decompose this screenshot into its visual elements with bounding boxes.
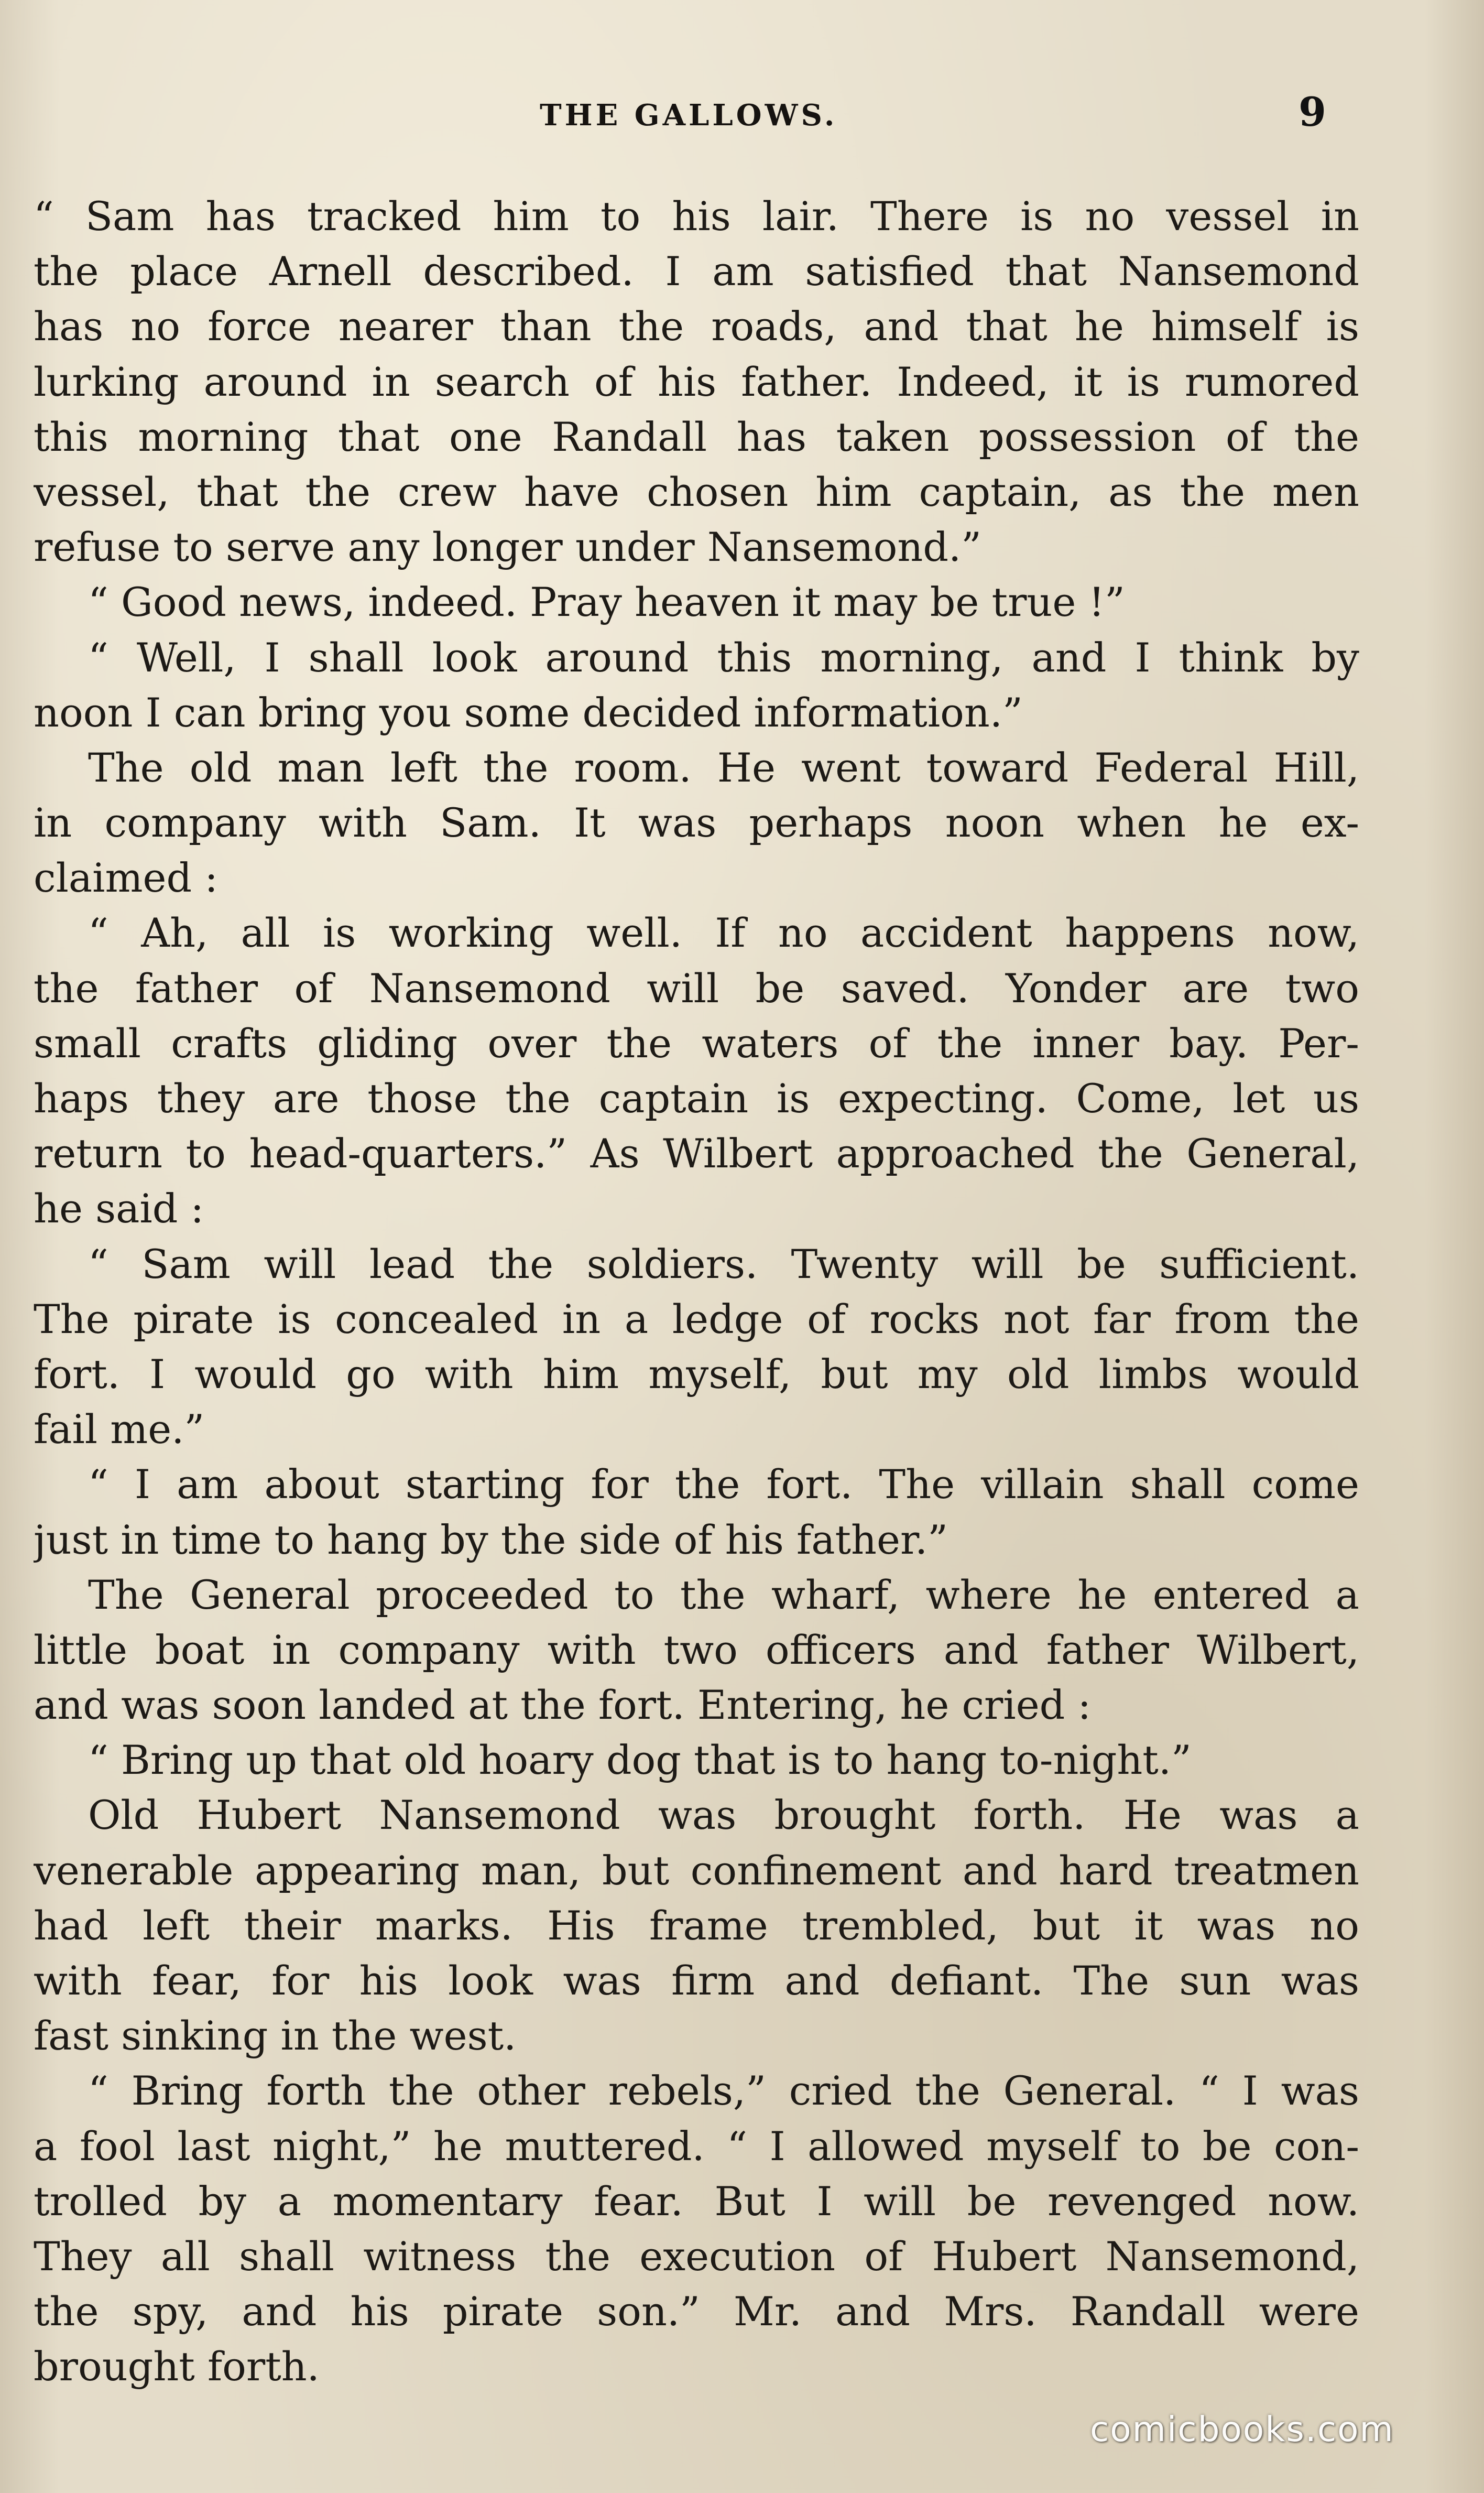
running-head: [0, 89, 1484, 142]
text-line: this morning that one Randall has taken possession of the: [34, 413, 1359, 460]
text-line: just in time to hang by the side of his father.”: [34, 1516, 948, 1563]
text-line: haps they are those the captain is expecting. Come, let us: [34, 1075, 1359, 1122]
text-line: “ Bring forth the other rebels,” cried the General. “ I was: [88, 2067, 1359, 2115]
text-line: “ Ah, all is working well. If no accident happens now,: [88, 909, 1359, 957]
body-text: [34, 189, 1359, 2394]
text-line: venerable appearing man, but confinement and hard treatmen: [34, 1847, 1359, 1894]
text-line: “ Sam has tracked him to his lair. There is no vessel in: [34, 193, 1359, 240]
text-line: They all shall witness the execution of Hubert Nansemond,: [34, 2232, 1359, 2280]
text-line: return to head-quarters.” As Wilbert approached the General,: [34, 1130, 1359, 1177]
text-line: brought forth.: [34, 2343, 320, 2390]
text-line: fail me.”: [34, 1406, 205, 1453]
text-line: noon I can bring you some decided information.”: [34, 689, 1023, 736]
text-line: “ Well, I shall look around this morning, and I think by: [88, 634, 1359, 681]
text-line: The General proceeded to the wharf, where he entered a: [88, 1571, 1359, 1618]
text-line: had left their marks. His frame trembled, but it was no: [34, 1902, 1359, 1949]
text-line: fast sinking in the west.: [34, 2012, 517, 2060]
text-line: trolled by a momentary fear. But I will be revenged now.: [34, 2177, 1359, 2225]
text-line: fort. I would go with him myself, but my old limbs would: [34, 1350, 1359, 1397]
text-line: a fool last night,” he muttered. “ I allowed myself to be con-: [34, 2122, 1359, 2170]
text-line: with fear, for his look was firm and defiant. The sun was: [34, 1957, 1359, 2004]
text-line: he said :: [34, 1185, 204, 1232]
text-line: the spy, and his pirate son.” Mr. and Mrs. Randall were: [34, 2288, 1359, 2335]
running-title: THE GALLOWS.: [540, 98, 838, 133]
text-line: The pirate is concealed in a ledge of rocks not far from the: [34, 1295, 1359, 1342]
text-line: “ Sam will lead the soldiers. Twenty will be sufficient.: [88, 1240, 1359, 1287]
text-line: has no force nearer than the roads, and that he himself is: [34, 303, 1359, 350]
watermark: comicbooks.com: [1090, 2409, 1394, 2449]
text-line: The old man left the room. He went toward Federal Hill,: [88, 744, 1359, 791]
text-line: little boat in company with two officers and father Wilbert,: [34, 1626, 1359, 1673]
page-number: 9: [1298, 89, 1326, 135]
text-line: small crafts gliding over the waters of the inner bay. Per-: [34, 1020, 1359, 1067]
text-line: and was soon landed at the fort. Entering, he cried :: [34, 1682, 1092, 1729]
text-line: “ I am about starting for the fort. The villain shall come: [88, 1461, 1359, 1508]
text-line: Old Hubert Nansemond was brought forth. He was a: [88, 1792, 1359, 1839]
text-line: the place Arnell described. I am satisfied that Nansemond: [34, 248, 1359, 295]
text-line: in company with Sam. It was perhaps noon when he ex-: [34, 799, 1359, 847]
text-line: lurking around in search of his father. Indeed, it is rumored: [34, 358, 1359, 405]
text-line: vessel, that the crew have chosen him captain, as the men: [34, 468, 1359, 515]
text-line: the father of Nansemond will be saved. Yonder are two: [34, 964, 1359, 1012]
text-line: “ Good news, indeed. Pray heaven it may be true !”: [88, 579, 1125, 626]
text-line: refuse to serve any longer under Nansemond.”: [34, 524, 982, 571]
text-line: claimed :: [34, 854, 218, 902]
text-line: “ Bring up that old hoary dog that is to hang to-night.”: [88, 1737, 1192, 1784]
